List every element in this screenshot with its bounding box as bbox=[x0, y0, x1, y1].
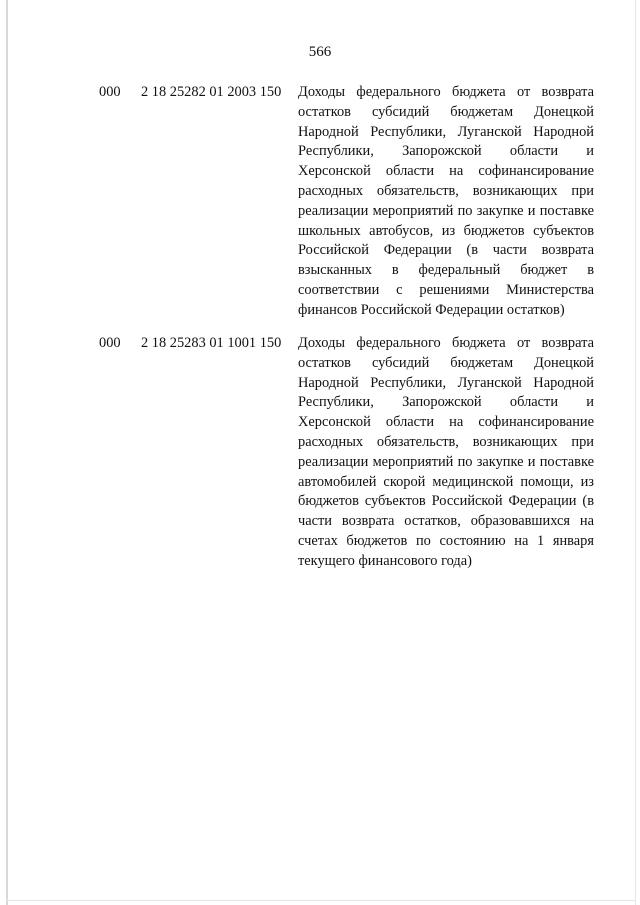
revenue-classification-code: 2 18 25283 01 1001 150 bbox=[141, 335, 282, 351]
revenue-classification-code: 2 18 25282 01 2003 150 bbox=[141, 84, 282, 100]
revenue-description: Доходы федерального бюджета от возврата остатков субсидий бюджетам Донецкой Народной Республики, Луганской Народной Республики, Запорожской области и Херсонской области на софинансирование расходных обязательств, возникающих при реализации мероприятий по закупке и поставке автомобилей скорой медицинской помощи, из бюджетов субъектов Российской Федерации (в части возврата остатков, образовавшихся на счетах бюджетов по состоянию на 1 января текущего финансового года) bbox=[298, 335, 594, 569]
page-edge bbox=[635, 0, 636, 905]
page-number: 566 bbox=[308, 44, 332, 60]
administrator-code: 000 bbox=[99, 335, 121, 351]
administrator-code: 000 bbox=[99, 84, 121, 100]
page-edge bbox=[6, 900, 636, 901]
revenue-description: Доходы федерального бюджета от возврата остатков субсидий бюджетам Донецкой Народной Республики, Луганской Народной Республики, Запорожской области и Херсонской области на софинансирование расходных обязательств, возникающих при реализации мероприятий по закупке и поставке школьных автобусов, из бюджетов субъектов Российской Федерации (в части возврата взысканных в федеральный бюджет в соответствии с решениями Министерства финансов Российской Федерации остатков) bbox=[298, 84, 594, 318]
page-edge bbox=[6, 0, 8, 905]
